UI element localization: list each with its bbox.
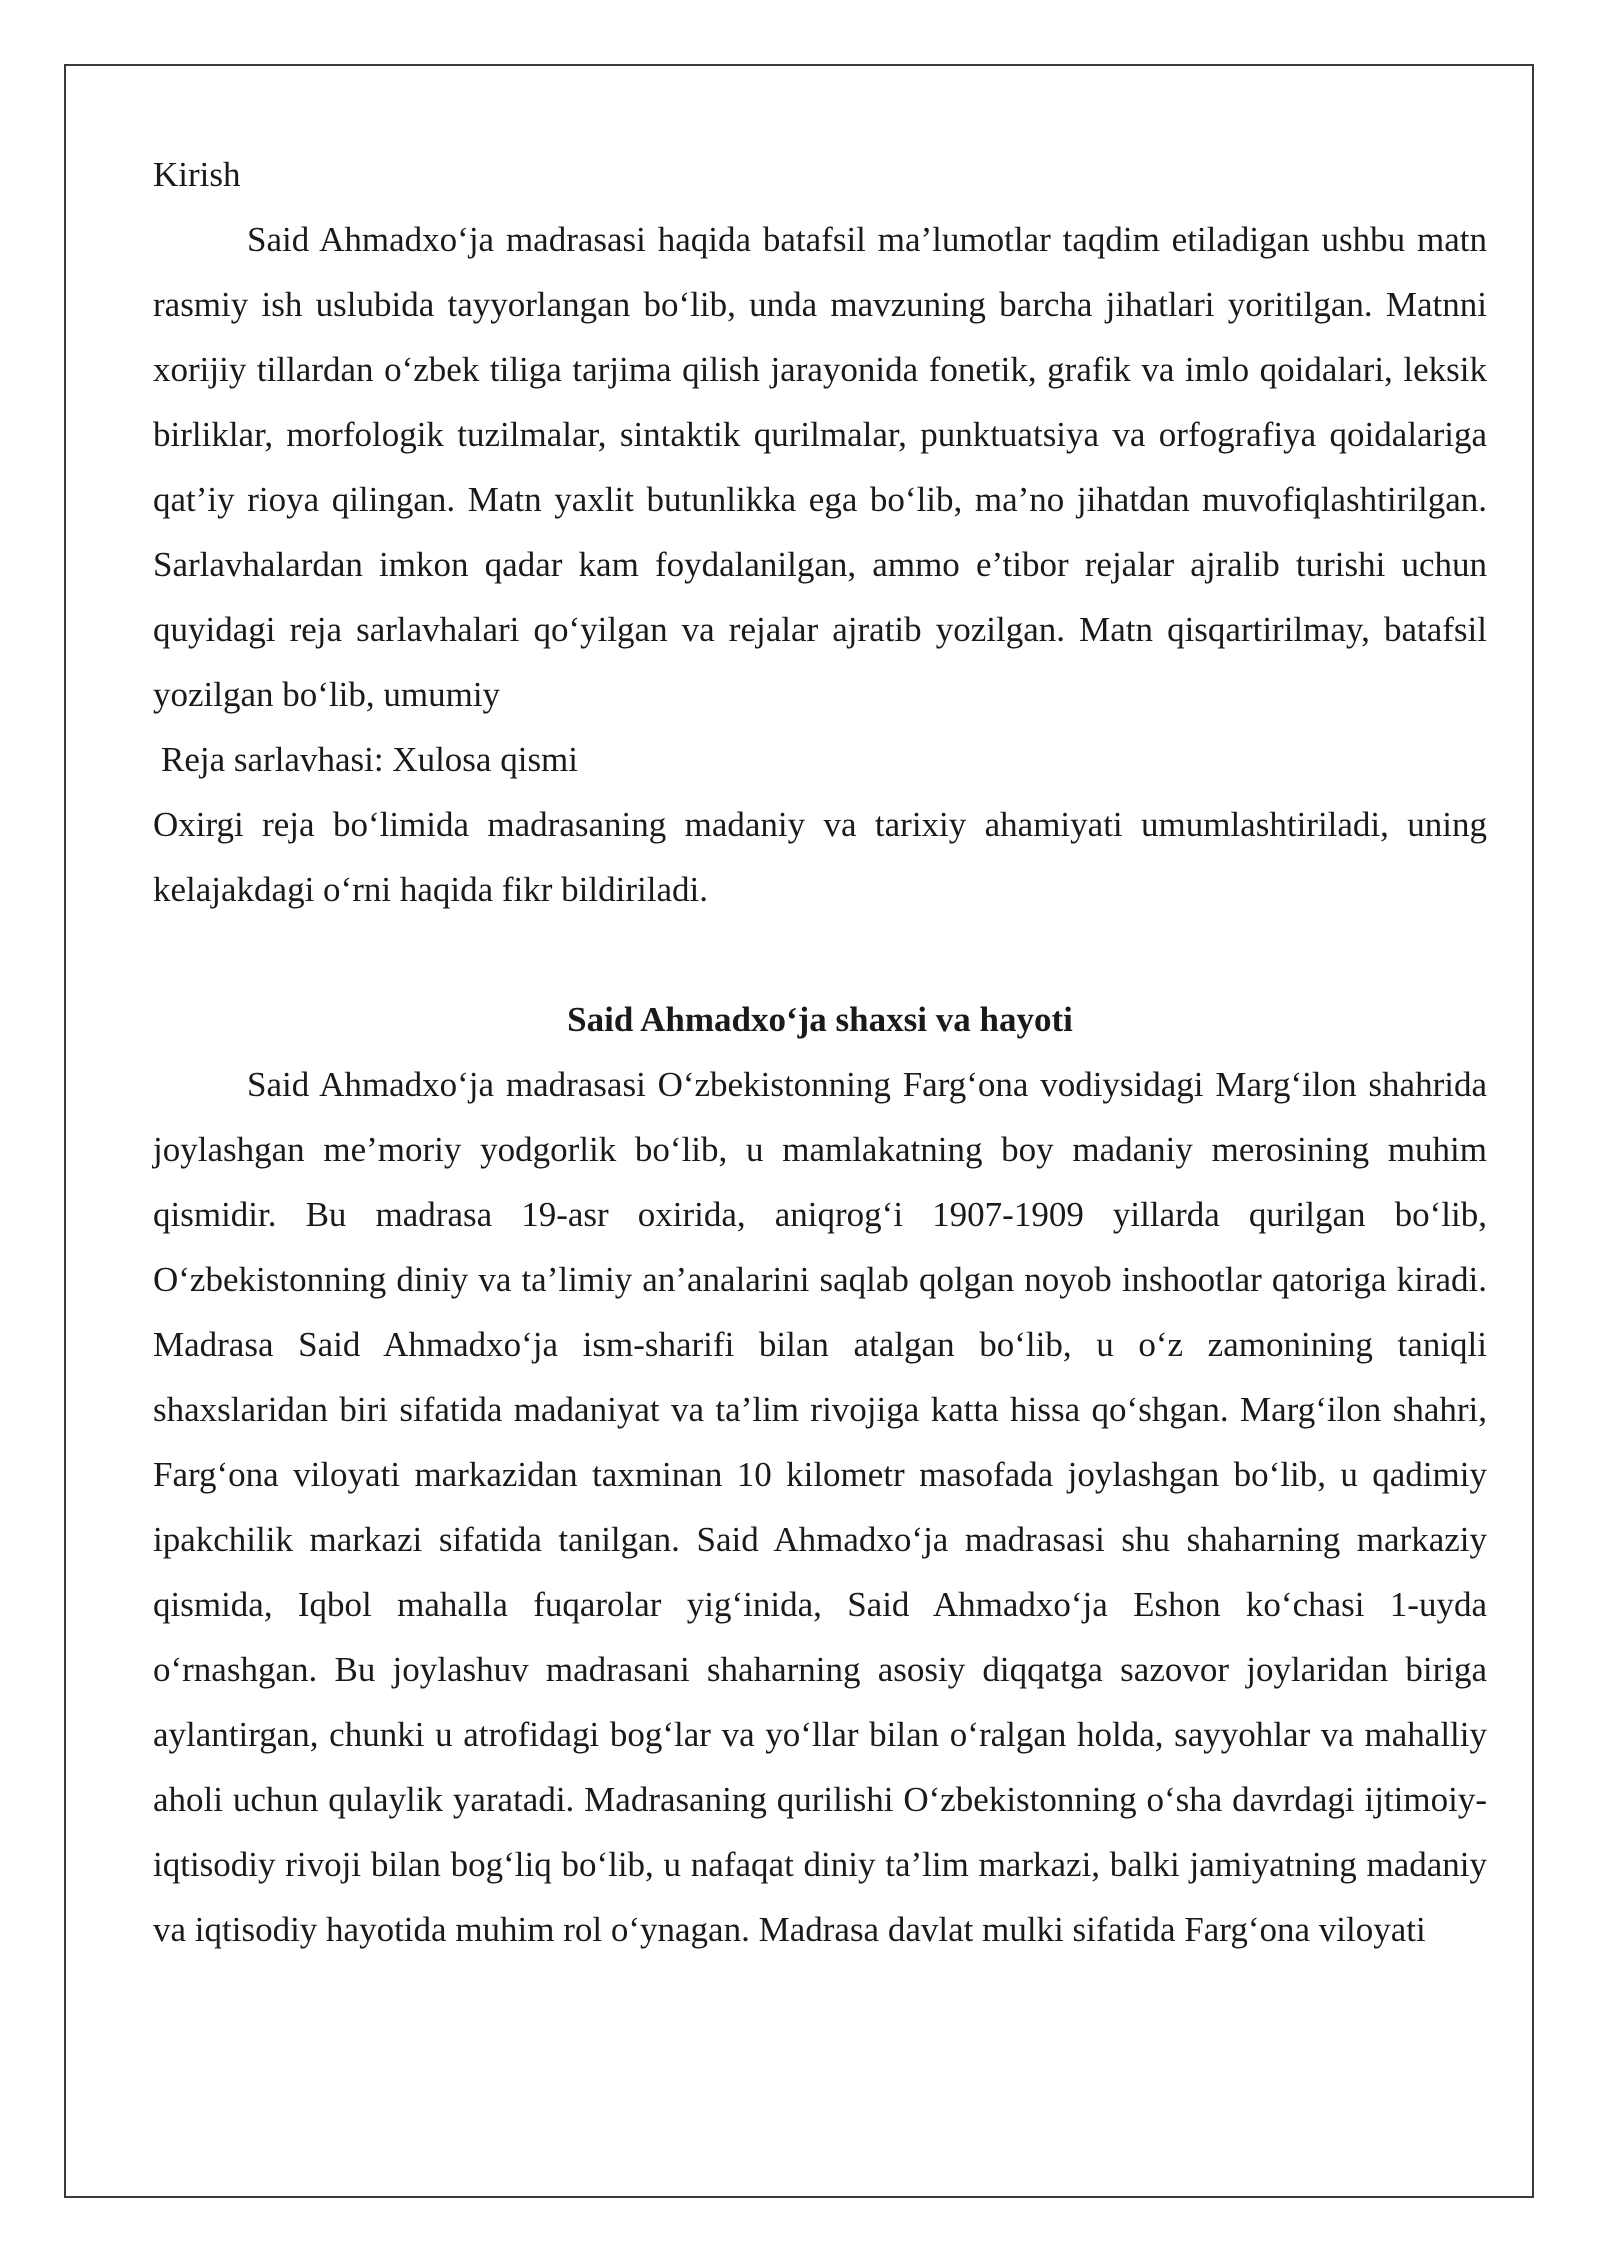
plan-heading: Reja sarlavhasi: Xulosa qismi: [161, 740, 579, 779]
document-body: [153, 142, 1487, 1962]
section-title: Said Ahmadxo‘ja shaxsi va hayoti: [567, 1000, 1073, 1039]
plan-paragraph: Oxirgi reja bo‘limida madrasaning madaniy va tarixiy ahamiyati umumlashtiriladi, uning kelajakdagi o‘rni haqida fikr bildiriladi.: [153, 805, 1487, 909]
section-paragraph: Said Ahmadxo‘ja madrasasi O‘zbekistonning Farg‘ona vodiysidagi Marg‘ilon shahrida joylashgan me’moriy yodgorlik bo‘lib, u mamlakatning boy madaniy merosining muhim qismidir. Bu madrasa 19-asr oxirida, aniqrog‘i 1907-1909 yillarda qurilgan bo‘lib, O‘zbekistonning diniy va ta’limiy an’analarini saqlab qolgan noyob inshootlar qatoriga kiradi. Madrasa Said Ahmadxo‘ja ism-sharifi bilan atalgan bo‘lib, u o‘z zamonining taniqli shaxslaridan biri sifatida madaniyat va ta’lim rivojiga katta hissa qo‘shgan. Marg‘ilon shahri, Farg‘ona viloyati markazidan taxminan 10 kilometr masofada joylashgan bo‘lib, u qadimiy ipakchilik markazi sifatida tanilgan. Said Ahmadxo‘ja madrasasi shu shaharning markaziy qismida, Iqbol mahalla fuqarolar yig‘inida, Said Ahmadxo‘ja Eshon ko‘chasi 1-uyda o‘rnashgan. Bu joylashuv madrasani shaharning asosiy diqqatga sazovor joylaridan biriga aylantirgan, chunki u atrofidagi bog‘lar va yo‘llar bilan o‘ralgan holda, sayyohlar va mahalliy aholi uchun qulaylik yaratadi. Madrasaning qurilishi O‘zbekistonning o‘sha davrdagi ijtimoiy-iqtisodiy rivoji bilan bog‘liq bo‘lib, u nafaqat diniy ta’lim markazi, balki jamiyatning madaniy va iqtisodiy hayotida muhim rol o‘ynagan. Madrasa davlat mulki sifatida Farg‘ona viloyati: [153, 1065, 1487, 1949]
intro-paragraph: Said Ahmadxo‘ja madrasasi haqida batafsil ma’lumotlar taqdim etiladigan ushbu matn rasmiy ish uslubida tayyorlangan bo‘lib, unda mavzuning barcha jihatlari yoritilgan. Matnni xorijiy tillardan o‘zbek tiliga tarjima qilish jarayonida fonetik, grafik va imlo qoidalari, leksik birliklar, morfologik tuzilmalar, sintaktik qurilmalar, punktuatsiya va orfografiya qoidalariga qat’iy rioya qilingan. Matn yaxlit butunlikka ega bo‘lib, ma’no jihatdan muvofiqlashtirilgan. Sarlavhalardan imkon qadar kam foydalanilgan, ammo e’tibor rejalar ajralib turishi uchun quyidagi reja sarlavhalari qo‘yilgan va rejalar ajratib yozilgan. Matn qisqartirilmay, batafsil yozilgan bo‘lib, umumiy: [153, 220, 1487, 714]
intro-heading: Kirish: [153, 155, 241, 194]
